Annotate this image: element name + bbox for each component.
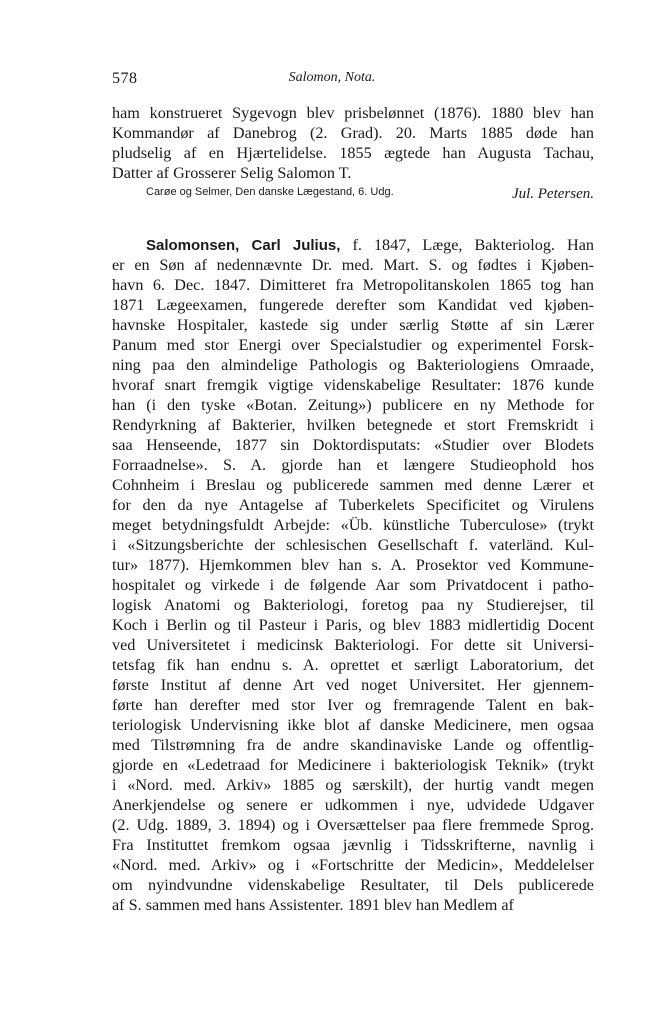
running-head: Salomon, Nota.	[288, 70, 376, 85]
entry-headword: Salomonsen, Carl Julius,	[146, 237, 341, 254]
text-line: første Institut af denne Art ved noget Universitet. Her gjennem-	[112, 676, 594, 694]
text-line: om nyindvundne videnskabelige Resultater, til Dels publicerede	[112, 876, 594, 894]
text-column	[112, 103, 594, 915]
text-line: Anerkjendelse og senere er udkommen i nye, udvidede Udgaver	[112, 796, 594, 814]
entry-first-line	[112, 235, 594, 255]
text-line: logisk Anatomi og Bakteriologi, foretog paa ny Studierejser, til	[112, 596, 594, 614]
entry	[112, 235, 594, 915]
text-line: havnske Hospitaler, kastede sig under særlig Støtte af sin Lærer	[112, 316, 594, 334]
source-reference: Carøe og Selmer, Den danske Lægestand, 6. Udg.	[146, 186, 394, 198]
text-line: Panum med stor Energi over Specialstudier og experimentel Forsk-	[112, 336, 594, 354]
text-line: pludselig af en Hjærtelidelse. 1855 ægtede han Augusta Tachau,	[112, 144, 594, 162]
text-line: teriologisk Undervisning ikke blot af danske Medicinere, men ogsaa	[112, 716, 594, 734]
text-line: i «Sitzungsberichte der schlesischen Gesellschaft f. vaterländ. Kul-	[112, 536, 594, 554]
text-line: for den da nye Antagelse af Tuberkelets Specificitet og Virulens	[112, 496, 594, 514]
text-line: gjorde en «Ledetraad for Medicinere i bakteriologisk Teknik» (trykt	[112, 756, 594, 774]
text-line: af S. sammen med hans Assistenter. 1891 blev han Medlem af	[112, 896, 514, 914]
text-line: ning paa den almindelige Pathologis og Bakteriologiens Omraade,	[112, 356, 594, 374]
text-line: Rendyrkning af Bakterier, hvilken betegnede et stort Fremskridt i	[112, 416, 594, 434]
text-line: Koch i Berlin og til Pasteur i Paris, og blev 1883 midlertidig Docent	[112, 616, 594, 634]
author-signature: Jul. Petersen.	[511, 186, 594, 202]
text-line: ved Universitetet i medicinsk Bakteriologi. For dette sit Universi-	[112, 636, 594, 654]
text-line: i «Nord. med. Arkiv» 1885 og særskilt), der hurtig vandt megen	[112, 776, 594, 794]
text-line: 1871 Lægeexamen, fungerede derefter som Kandidat ved kjøben-	[112, 296, 594, 314]
text-line: med Tilstrømning fra de andre skandinaviske Lande og offentlig-	[112, 736, 594, 754]
entry-first-line-text: f. 1847, Læge, Bakteriolog. Han	[340, 236, 594, 254]
text-line: tetsfag fik han endnu s. A. oprettet et særligt Laboratorium, det	[112, 656, 594, 674]
text-line: «Nord. med. Arkiv» og i «Fortschritte der Medicin», Meddelelser	[112, 856, 594, 874]
text-line: er en Søn af nedennævnte Dr. med. Mart. S. og fødtes i Kjøben-	[112, 256, 594, 274]
text-line: Kommandør af Danebrog (2. Grad). 20. Marts 1885 døde han	[112, 124, 594, 142]
source-row	[112, 183, 594, 205]
text-line: tur» 1877). Hjemkommen blev han s. A. Prosektor ved Kommune-	[112, 556, 594, 574]
text-line: Cohnheim i Breslau og publicerede sammen med denne Lærer et	[112, 476, 594, 494]
text-line: (2. Udg. 1889, 3. 1894) og i Oversættelser paa flere fremmede Sprog.	[112, 816, 594, 834]
text-line: ham konstrueret Sygevogn blev prisbelønnet (1876). 1880 blev han	[112, 104, 594, 122]
prev-entry	[112, 103, 594, 205]
text-line: hospitalet og virkede i de følgende Aar som Privatdocent i patho-	[112, 576, 594, 594]
text-line: havn 6. Dec. 1847. Dimitteret fra Metropolitanskolen 1865 tog han	[112, 276, 594, 294]
text-line: førte han derefter med stor Iver og fremragende Talent en bak-	[112, 696, 594, 714]
text-line: Fra Instituttet fremkom ogsaa jævnlig i Tidsskrifterne, navnlig i	[112, 836, 594, 854]
text-line: hvoraf snart fremgik vigtige videnskabelige Resultater: 1876 kunde	[112, 376, 594, 394]
text-line: han (i den tyske «Botan. Zeitung») publicere en ny Methode for	[112, 396, 594, 414]
text-line: Forraadnelse». S. A. gjorde han et længere Studieophold hos	[112, 456, 594, 474]
page-number: 578	[112, 70, 138, 87]
text-line: meget betydningsfuldt Arbejde: «Üb. künstliche Tuberculose» (trykt	[112, 516, 594, 534]
text-line: saa Henseende, 1877 sin Doktordisputats: «Studier over Blodets	[112, 436, 594, 454]
text-line: Datter af Grosserer Selig Salomon T.	[112, 164, 352, 182]
